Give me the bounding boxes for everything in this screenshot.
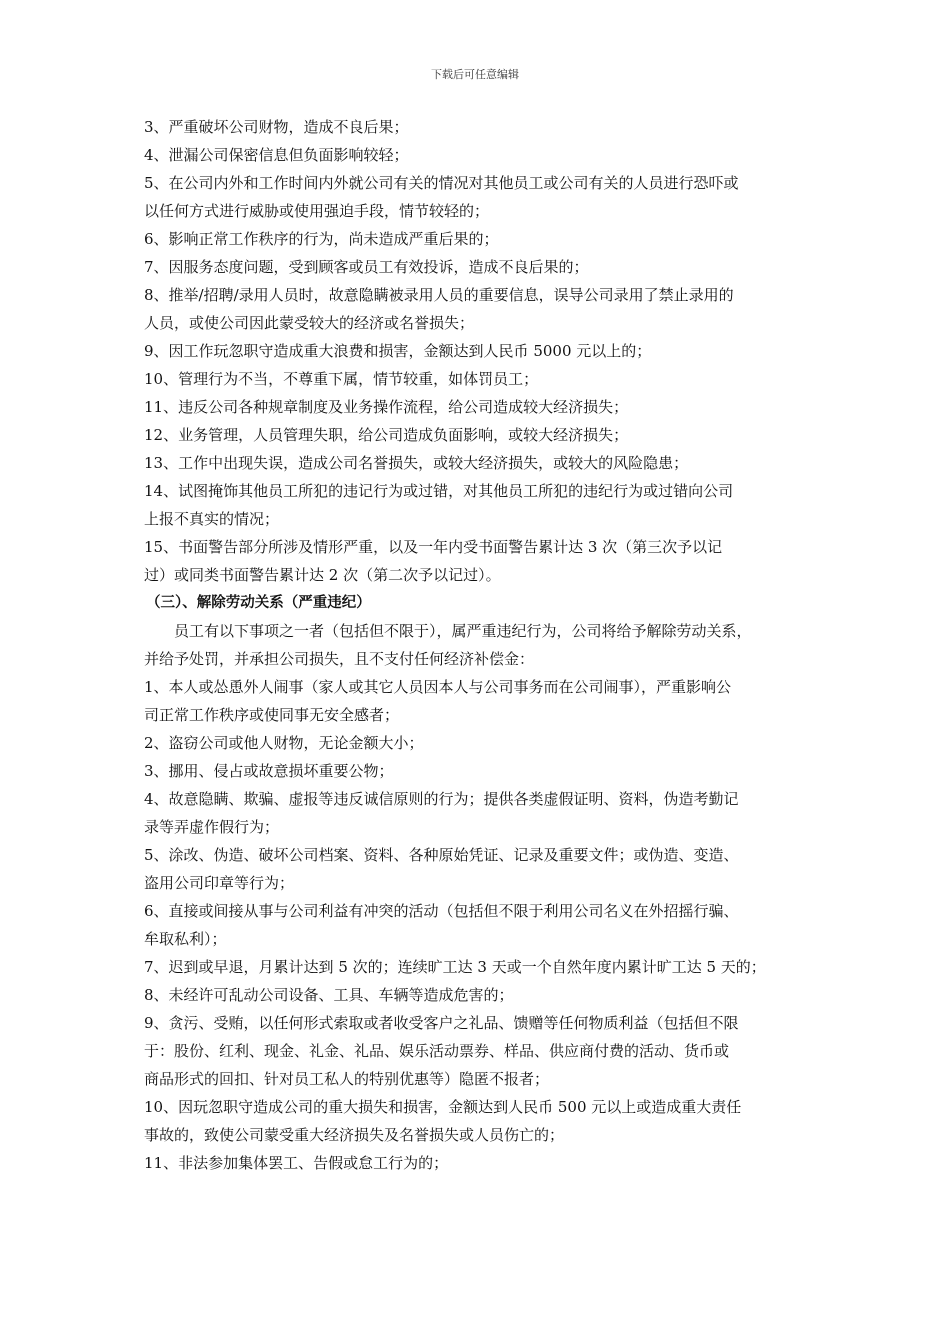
list-item-continuation: 人员，或使公司因此蒙受较大的经济或名誉损失； bbox=[144, 314, 475, 332]
list-item: 6、影响正常工作秩序的行为，尚未造成严重后果的； bbox=[144, 230, 499, 248]
list-item: 5、涂改、伪造、破坏公司档案、资料、各种原始凭证、记录及重要文件；或伪造、变造、 bbox=[144, 846, 739, 864]
list-item: 9、因工作玩忽职守造成重大浪费和损害，金额达到人民币 5000 元以上的； bbox=[144, 342, 652, 360]
list-item-continuation: 并给予处罚，并承担公司损失，且不支付任何经济补偿金： bbox=[144, 650, 535, 668]
list-item-continuation: 司正常工作秩序或使同事无安全感者； bbox=[144, 706, 400, 724]
list-item: 7、迟到或早退，月累计达到 5 次的；连续旷工达 3 天或一个自然年度内累计旷工达 5 天的； bbox=[144, 958, 766, 976]
list-item-continuation: 录等弄虚作假行为； bbox=[144, 818, 280, 836]
list-item-continuation: 牟取私利）； bbox=[144, 930, 227, 948]
list-item-continuation: 上报不真实的情况； bbox=[144, 510, 280, 528]
list-item: 11、违反公司各种规章制度及业务操作流程，给公司造成较大经济损失； bbox=[144, 398, 629, 416]
list-item: 15、书面警告部分所涉及情形严重，以及一年内受书面警告累计达 3 次（第三次予以记 bbox=[144, 538, 723, 556]
section-heading: （三）、解除劳动关系（严重违纪） bbox=[146, 595, 371, 611]
document-body bbox=[144, 113, 824, 1177]
list-item: 6、直接或间接从事与公司利益有冲突的活动（包括但不限于利用公司名义在外招摇行骗、 bbox=[144, 902, 739, 920]
list-item: 8、未经许可乱动公司设备、工具、车辆等造成危害的； bbox=[144, 986, 514, 1004]
list-item: 4、泄漏公司保密信息但负面影响较轻； bbox=[144, 146, 409, 164]
list-item: 1、本人或怂恿外人闹事（家人或其它人员因本人与公司事务而在公司闹事），严重影响公 bbox=[144, 678, 732, 696]
list-item: 7、因服务态度问题，受到顾客或员工有效投诉，造成不良后果的； bbox=[144, 258, 589, 276]
list-item: 4、故意隐瞒、欺骗、虚报等违反诚信原则的行为；提供各类虚假证明、资料，伪造考勤记 bbox=[144, 790, 739, 808]
list-item: 5、在公司内外和工作时间内外就公司有关的情况对其他员工或公司有关的人员进行恐吓或 bbox=[144, 174, 739, 192]
list-item: 9、贪污、受贿，以任何形式索取或者收受客户之礼品、馈赠等任何物质利益（包括但不限 bbox=[144, 1014, 739, 1032]
list-item-continuation: 商品形式的回扣、针对员工私人的特别优惠等）隐匿不报者； bbox=[144, 1070, 550, 1088]
list-item: 10、因玩忽职守造成公司的重大损失和损害，金额达到人民币 500 元以上或造成重大责任 bbox=[144, 1098, 742, 1116]
list-item: 13、工作中出现失误，造成公司名誉损失，或较大经济损失，或较大的风险隐患； bbox=[144, 454, 689, 472]
list-item-continuation: 盗用公司印章等行为； bbox=[144, 874, 295, 892]
list-item-continuation: 于：股份、红利、现金、礼金、礼品、娱乐活动票券、样品、供应商付费的活动、货币或 bbox=[144, 1042, 730, 1060]
list-item: 2、盗窃公司或他人财物，无论金额大小； bbox=[144, 734, 424, 752]
list-item: 3、挪用、侵占或故意损坏重要公物； bbox=[144, 762, 394, 780]
list-item: 12、业务管理，人员管理失职，给公司造成负面影响，或较大经济损失； bbox=[144, 426, 629, 444]
list-item: 3、严重破坏公司财物，造成不良后果； bbox=[144, 118, 409, 136]
list-item-continuation: 事故的，致使公司蒙受重大经济损失及名誉损失或人员伤亡的； bbox=[144, 1126, 565, 1144]
page-header: 下载后可任意编辑 bbox=[431, 68, 519, 81]
list-item-continuation: 以任何方式进行威胁或使用强迫手段，情节较轻的； bbox=[144, 202, 490, 220]
list-item: 8、推举/招聘/录用人员时，故意隐瞒被录用人员的重要信息，误导公司录用了禁止录用的 bbox=[144, 286, 734, 304]
list-item: 14、试图掩饰其他员工所犯的违记行为或过错，对其他员工所犯的违纪行为或过错向公司 bbox=[144, 482, 734, 500]
list-item-continuation: 过）或同类书面警告累计达 2 次（第二次予以记过）。 bbox=[144, 566, 501, 584]
paragraph: 员工有以下事项之一者（包括但不限于），属严重违纪行为，公司将给予解除劳动关系， bbox=[174, 622, 752, 640]
list-item: 11、非法参加集体罢工、告假或怠工行为的； bbox=[144, 1154, 449, 1172]
list-item: 10、管理行为不当，不尊重下属，情节较重，如体罚员工； bbox=[144, 370, 539, 388]
